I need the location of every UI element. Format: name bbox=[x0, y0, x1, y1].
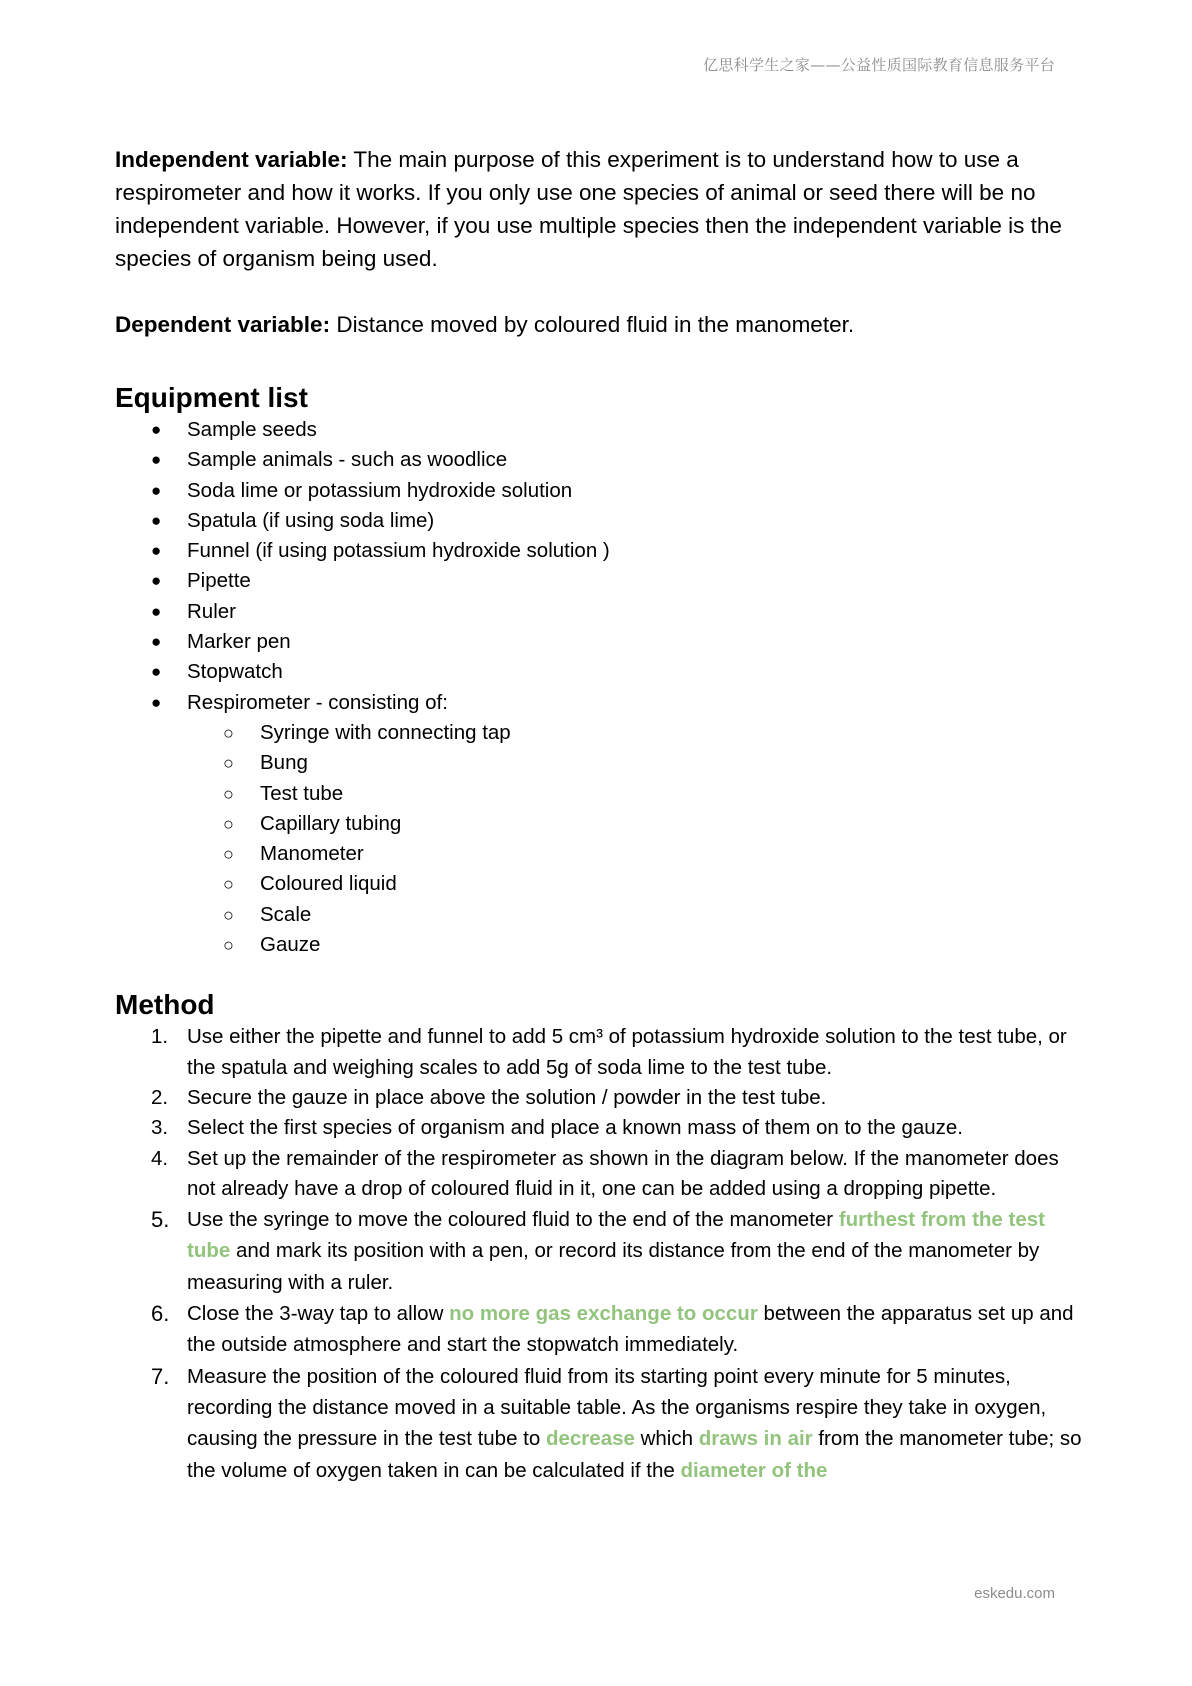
circle-bullet-icon: ○ bbox=[223, 813, 234, 834]
circle-bullet-icon: ○ bbox=[223, 722, 234, 743]
step-number: 5. bbox=[151, 1207, 170, 1233]
respirometer-part: ○ Coloured liquid bbox=[115, 869, 1085, 899]
equipment-item: ● Soda lime or potassium hydroxide solution bbox=[115, 476, 1085, 506]
equipment-item: ● Sample seeds bbox=[115, 415, 1085, 445]
highlight-text: no more gas exchange to occur bbox=[449, 1302, 758, 1326]
step-number: 2. bbox=[151, 1085, 169, 1109]
method-step: 7. Measure the position of the coloured fluid from its starting point every minute for 5 minutes, recording the distance moved in a suitable table. As the organisms respire they take in oxygen, causing the pressure in the test tube to decrease which draws in air from the manometer tube; so the volume of oxygen taken in can be calculated if the diameter of the bbox=[115, 1361, 1085, 1486]
bullet-icon: ● bbox=[151, 662, 162, 682]
page-header: 亿思科学生之家——公益性质国际教育信息服务平台 bbox=[703, 56, 1055, 74]
bullet-icon: ● bbox=[151, 541, 162, 561]
circle-bullet-icon: ○ bbox=[223, 783, 234, 804]
equipment-item: ● Ruler bbox=[115, 597, 1085, 627]
step-number: 3. bbox=[151, 1116, 169, 1140]
equipment-item: ● Stopwatch bbox=[115, 657, 1085, 687]
equipment-item: ● Marker pen bbox=[115, 627, 1085, 657]
method-step: 5. Use the syringe to move the coloured fluid to the end of the manometer furthest from the test tube and mark its position with a pen, or record its distance from the end of the manometer by measuring with a ruler. bbox=[115, 1204, 1085, 1298]
equipment-item: ● Respirometer - consisting of: bbox=[115, 688, 1085, 718]
independent-variable-label: Independent variable: bbox=[115, 147, 348, 172]
equipment-heading: Equipment list bbox=[115, 382, 308, 413]
independent-variable-paragraph bbox=[115, 143, 1085, 275]
step-number: 7. bbox=[151, 1363, 170, 1389]
dependent-variable-paragraph bbox=[115, 308, 1085, 341]
equipment-item: ● Spatula (if using soda lime) bbox=[115, 506, 1085, 536]
method-step: 2. Secure the gauze in place above the solution / powder in the test tube. bbox=[115, 1083, 1085, 1113]
bullet-icon: ● bbox=[151, 571, 162, 591]
circle-bullet-icon: ○ bbox=[223, 935, 234, 956]
equipment-list bbox=[115, 415, 1085, 718]
circle-bullet-icon: ○ bbox=[223, 844, 234, 865]
bullet-icon: ● bbox=[151, 510, 162, 530]
circle-bullet-icon: ○ bbox=[223, 753, 234, 774]
dependent-variable-text: Distance moved by coloured fluid in the manometer. bbox=[330, 312, 855, 337]
respirometer-part: ○ Manometer bbox=[115, 839, 1085, 869]
page-footer: eskedu.com bbox=[974, 1585, 1055, 1602]
respirometer-part: ○ Bung bbox=[115, 748, 1085, 778]
respirometer-part: ○ Capillary tubing bbox=[115, 809, 1085, 839]
respirometer-parts-list bbox=[115, 718, 1085, 960]
respirometer-part: ○ Syringe with connecting tap bbox=[115, 718, 1085, 748]
method-steps bbox=[115, 1022, 1085, 1485]
bullet-icon: ● bbox=[151, 420, 162, 439]
equipment-item: ● Pipette bbox=[115, 566, 1085, 596]
circle-bullet-icon: ○ bbox=[223, 874, 234, 895]
highlight-text: furthest from the test tube bbox=[187, 1208, 1045, 1263]
method-step: 1. Use either the pipette and funnel to add 5 cm³ of potassium hydroxide solution to the test tube, or the spatula and weighing scales to add 5g of soda lime to the test tube. bbox=[115, 1022, 1085, 1083]
respirometer-part: ○ Scale bbox=[115, 900, 1085, 930]
highlight-text: draws in air bbox=[698, 1427, 813, 1451]
circle-bullet-icon: ○ bbox=[223, 904, 234, 925]
bullet-icon: ● bbox=[151, 692, 162, 712]
bullet-icon: ● bbox=[151, 601, 162, 621]
method-heading: Method bbox=[115, 989, 215, 1021]
equipment-item: ● Sample animals - such as woodlice bbox=[115, 445, 1085, 475]
step-number: 1. bbox=[151, 1025, 169, 1049]
step-number: 4. bbox=[151, 1146, 169, 1170]
independent-variable-text: The main purpose of this experiment is to understand how to use a respirometer and how it works. If you only use one species of animal or seed there will be no independent variable. However, if you use multiple species then the independent variable is the species of organism being used. bbox=[115, 147, 1062, 271]
dependent-variable-label: Dependent variable: bbox=[115, 312, 331, 337]
method-step: 4. Set up the remainder of the respirometer as shown in the diagram below. If the manometer does not already have a drop of coloured fluid in it, one can be added using a dropping pipette. bbox=[115, 1144, 1085, 1205]
bullet-icon: ● bbox=[151, 450, 162, 470]
respirometer-part: ○ Test tube bbox=[115, 779, 1085, 809]
method-step: 3. Select the first species of organism and place a known mass of them on to the gauze. bbox=[115, 1113, 1085, 1143]
step-number: 6. bbox=[151, 1301, 170, 1327]
method-step: 6. Close the 3-way tap to allow no more gas exchange to occur between the apparatus set up and the outside atmosphere and start the stopwatch immediately. bbox=[115, 1298, 1085, 1361]
respirometer-part: ○ Gauze bbox=[115, 930, 1085, 960]
bullet-icon: ● bbox=[151, 632, 162, 652]
highlight-text: diameter of the bbox=[680, 1458, 828, 1482]
document-body bbox=[115, 143, 1085, 1486]
equipment-item: ● Funnel (if using potassium hydroxide solution ) bbox=[115, 536, 1085, 566]
bullet-icon: ● bbox=[151, 480, 162, 500]
highlight-text: decrease bbox=[545, 1427, 635, 1451]
